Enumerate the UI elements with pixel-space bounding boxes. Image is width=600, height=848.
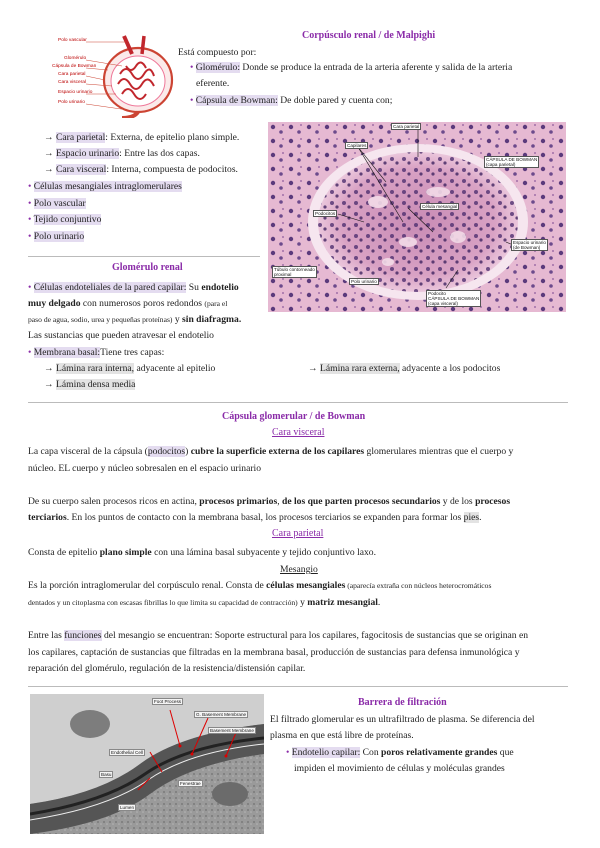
micro-label: Endothelial Cell (111, 750, 143, 755)
membrana-item: • Membrana basal:Tiene tres capas: (28, 347, 165, 358)
micro-label: Túbulo contorneado proximal (274, 267, 315, 277)
arrow-icon: → (44, 379, 54, 390)
p-visceral-1: La capa visceral de la cápsula (podocitos) cubre la superficie externa de los capilares glomerulares mientras que el cuerpo y (28, 446, 514, 457)
p-barrera-1: El filtrado glomerular es un ultrafiltrado de plasma. Se diferencia del (270, 714, 535, 725)
subheading-cara-parietal: Cara parietal (272, 528, 324, 539)
bullet-icon: • (28, 347, 32, 358)
p-mesangio-1: Es la porción intraglomerular del corpúsculo renal. Consta de células mesangiales (aparecía extraña con núcleos heterocromáticos (28, 580, 492, 591)
subheading-mesangio: Mesangio (280, 564, 318, 575)
cel-endoteliales-line3: paso de agua, sodio, urea y pequeñas proteínas) y sin diafragma. (28, 314, 242, 325)
bullet-icon: • (190, 62, 194, 73)
p-funciones-3: reparación del glomérulo, regulación de la resistencia/distensión capilar. (28, 663, 306, 674)
endotelio-item: • Endotelio capilar: Con poros relativamente grandes que (286, 747, 514, 758)
micro-label: Fenestrae (180, 781, 201, 786)
bullet-icon: • (190, 95, 194, 106)
micro-label: Basement Membrane (210, 728, 254, 733)
list-item: • Polo urinario (28, 231, 85, 242)
divider (28, 256, 260, 257)
micro-label: Podocito CÁPSULA DE BOWMAN (capa visceral) (428, 291, 480, 306)
micro-label: CÁPSULA DE BOWMAN (capa parietal) (486, 157, 538, 167)
micro-label: Foot Process (154, 699, 182, 704)
lamina-interna-item: → Lámina rara interna, adyacente al epitelio (44, 363, 216, 374)
bullet-icon: • (28, 231, 32, 242)
bullet-icon: • (28, 181, 32, 192)
arrow-icon: → (44, 148, 54, 159)
endotelio-item-line2: impiden el movimiento de células y moléculas grandes (294, 763, 505, 774)
arrow-icon: → (44, 164, 54, 175)
cel-endoteliales-line4: Las sustancias que pueden atravesar el endotelio (28, 330, 214, 341)
parietal-item: → Cara parietal: Externa, de epitelio plano simple. (44, 132, 240, 143)
divider (28, 402, 568, 403)
bullet-icon: • (28, 282, 32, 293)
list-item: • Tejido conjuntivo (28, 214, 102, 225)
section-title-corpusculo: Corpúsculo renal / de Malpighi (302, 30, 436, 41)
cel-endoteliales-line2: muy delgado con numerosos poros redondos (para el (28, 298, 228, 309)
lamina-externa-item: → Lámina rara externa, adyacente a los podocitos (308, 363, 501, 374)
glomerulo-item-cont: eferente. (196, 78, 230, 89)
micro-label: Polo urinario (351, 279, 377, 284)
arrow-icon: → (44, 132, 54, 143)
lamina-densa-item: → Lámina densa media (44, 379, 136, 390)
diagram-label: Polo urinario (58, 100, 85, 105)
diagram-label: Cara visceral (58, 80, 86, 85)
p-procesos-1: De su cuerpo salen procesos ricos en actina, procesos primarios, de los que parten procesos secundarios y de los procesos (28, 496, 511, 507)
section-title-glomerulo: Glomérulo renal (112, 262, 183, 273)
p-mesangio-2: dentados y un citoplasma con escasas fibrillas lo que limita su capacidad de contracción) y matriz mesangial. (28, 597, 381, 608)
cel-endoteliales-item: • Células endoteliales de la pared capilar: Su endotelio (28, 282, 239, 293)
divider (28, 686, 568, 687)
diagram-label: Polo vascular (58, 38, 87, 43)
glomerulo-item: • Glomérulo: Donde se produce la entrada de la arteria aferente y salida de la arteria (190, 62, 513, 73)
bullet-icon: • (28, 198, 32, 209)
section-title-barrera: Barrera de filtración (358, 697, 447, 708)
p-funciones-2: los capilares, captación de sustancias que filtradas en la membrana basal, producción de sustancias para defensa inmunológica y (28, 647, 520, 658)
micro-label: Lumen (120, 805, 135, 810)
visceral-item: → Cara visceral: Interna, compuesta de podocitos. (44, 164, 238, 175)
diagram-label: Glomérulo (64, 56, 87, 61)
diagram-label: Espacio urinario (58, 90, 93, 95)
micro-label: G. Basement Membrane (196, 712, 247, 717)
p-procesos-2: terciarios. En los puntos de contacto con la membrana basal, los procesos terciarios se expanden para formar los pies. (28, 512, 482, 523)
micro-label: Espacio urinario (de Bowman) (513, 240, 546, 250)
diagram-label: Cápsula de Bowman (52, 64, 97, 69)
section-title-capsula: Cápsula glomerular / de Bowman (222, 411, 366, 422)
micro-label: Capilares (347, 143, 367, 148)
list-item: • Células mesangiales intraglomerulares (28, 181, 182, 192)
micro-label: Podocitos (315, 211, 336, 216)
bullet-icon: • (286, 747, 290, 758)
glomerulus-micrograph (268, 122, 566, 312)
p-funciones-1: Entre las funciones del mesangio se encuentran: Soporte estructural para los capilares, fagocitosis de sustancias que se originan en (28, 630, 529, 641)
p-barrera-2: plasma en que está libre de proteínas. (270, 730, 414, 741)
capsula-item: • Cápsula de Bowman: De doble pared y cuenta con; (190, 95, 393, 106)
list-item: • Polo vascular (28, 198, 86, 209)
arrow-icon: → (44, 363, 54, 374)
arrow-icon: → (308, 363, 318, 374)
p-visceral-2: núcleo. EL cuerpo y núcleo sobresalen en el espacio urinario (28, 463, 261, 474)
subheading-cara-visceral: Cara visceral (272, 427, 325, 438)
diagram-label: Cara parietal (58, 72, 86, 77)
micro-label: Basu (101, 772, 112, 777)
espacio-item: → Espacio urinario: Entre las dos capas. (44, 148, 200, 159)
intro-text: Está compuesto por: (178, 47, 257, 58)
micro-label: Célula mesangial (422, 204, 458, 209)
bullet-icon: • (28, 214, 32, 225)
micro-label: Cara parietal (393, 124, 420, 129)
p-parietal: Consta de epitelio plano simple con una lámina basal subyacente y tejido conjuntivo laxo. (28, 547, 376, 558)
